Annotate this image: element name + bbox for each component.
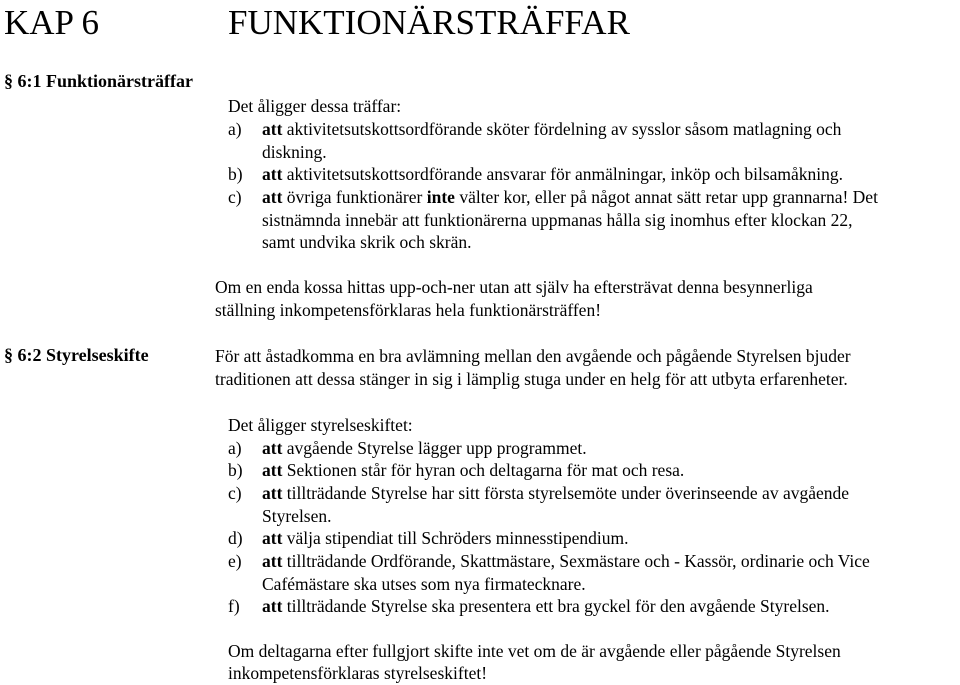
item-label: b) (228, 164, 243, 184)
section-heading-6-2 (4, 344, 149, 366)
item-text (262, 550, 870, 573)
item-line: tillträdande Styrelse ska presentera ett bra gyckel för den avgående Styrelsen. (286, 596, 830, 616)
item-att: att (262, 483, 283, 503)
item-line: sistnämnda innebär att funktionärerna uppmanas hålla sig inomhus efter klockan 22, (262, 209, 853, 230)
intro-line: traditionen att dessa stänger in sig i lämplig stuga under en helg för att utbyta erfarenheter. (215, 369, 848, 389)
item-att: att (262, 164, 283, 184)
item-line: samt undvika skrik och skrän. (262, 232, 472, 252)
duties-intro: Det åligger styrelseskiftet: (228, 415, 413, 435)
item-label: d) (228, 528, 243, 548)
item-text (262, 186, 878, 209)
item-line: välter kor, eller på något annat sätt retar upp grannarna! Det (459, 187, 878, 207)
closing-line: Om en enda kossa hittas upp-och-ner utan att själv ha eftersträvat denna besynnerliga (215, 277, 813, 297)
duties-intro: Det åligger dessa träffar: (228, 96, 402, 116)
item-label: e) (228, 551, 242, 571)
chapter-title: FUNKTIONÄRSTRÄFFAR (228, 3, 630, 42)
item-text (262, 595, 830, 618)
item-line: tillträdande Styrelse har sitt första styrelsemöte under överinseende av avgående (286, 483, 850, 503)
item-label: a) (228, 438, 242, 458)
item-emphasis: inte (426, 187, 455, 207)
item-att: att (262, 460, 283, 480)
item-label: a) (228, 119, 242, 139)
item-text (262, 482, 849, 505)
item-label: c) (228, 187, 242, 207)
item-att: att (262, 119, 283, 139)
item-att: att (262, 187, 283, 207)
intro-line: För att åstadkomma en bra avlämning mellan den avgående och pågående Styrelsen bjuder (215, 346, 851, 366)
item-line: tillträdande Ordförande, Skattmästare, Sexmästare och - Kassör, ordinarie och Vice (286, 551, 870, 571)
item-text (262, 163, 843, 186)
item-att: att (262, 596, 283, 616)
item-att: att (262, 551, 283, 571)
section-sign-icon: § (4, 71, 13, 91)
item-att: att (262, 438, 283, 458)
closing-line: inkompetensförklaras styrelseskiftet! (228, 663, 488, 683)
closing-line: Om deltagarna efter fullgjort skifte inte vet om de är avgående eller pågående Styrelsen (228, 641, 841, 661)
item-line: välja stipendiat till Schröders minnesstipendium. (286, 528, 629, 548)
item-line: Styrelsen. (262, 505, 332, 526)
item-label: f) (228, 596, 240, 616)
item-label: c) (228, 483, 242, 503)
item-line: avgående Styrelse lägger upp programmet. (286, 438, 587, 458)
closing-line: ställning inkompetensförklaras hela funktionärsträffen! (215, 300, 602, 320)
chapter-number: KAP 6 (4, 3, 99, 42)
section-title: 6:1 Funktionärsträffar (17, 71, 193, 91)
section-sign-icon: § (4, 345, 13, 365)
item-text (262, 459, 684, 482)
item-line: Sektionen står för hyran och deltagarna för mat och resa. (286, 460, 685, 480)
item-text (262, 527, 628, 550)
item-line: övriga funktionärer (286, 187, 423, 207)
section-title: 6:2 Styrelseskifte (17, 345, 149, 365)
item-line: diskning. (262, 141, 327, 162)
item-line: aktivitetsutskottsordförande sköter fördelning av sysslor såsom matlagning och (286, 119, 842, 139)
item-att: att (262, 528, 283, 548)
item-label: b) (228, 460, 243, 480)
section-heading-6-1 (4, 70, 193, 92)
item-line: Cafémästare ska utses som nya firmatecknare. (262, 573, 586, 594)
item-text (262, 437, 587, 460)
item-text (262, 118, 841, 141)
item-line: aktivitetsutskottsordförande ansvarar för anmälningar, inköp och bilsamåkning. (286, 164, 844, 184)
